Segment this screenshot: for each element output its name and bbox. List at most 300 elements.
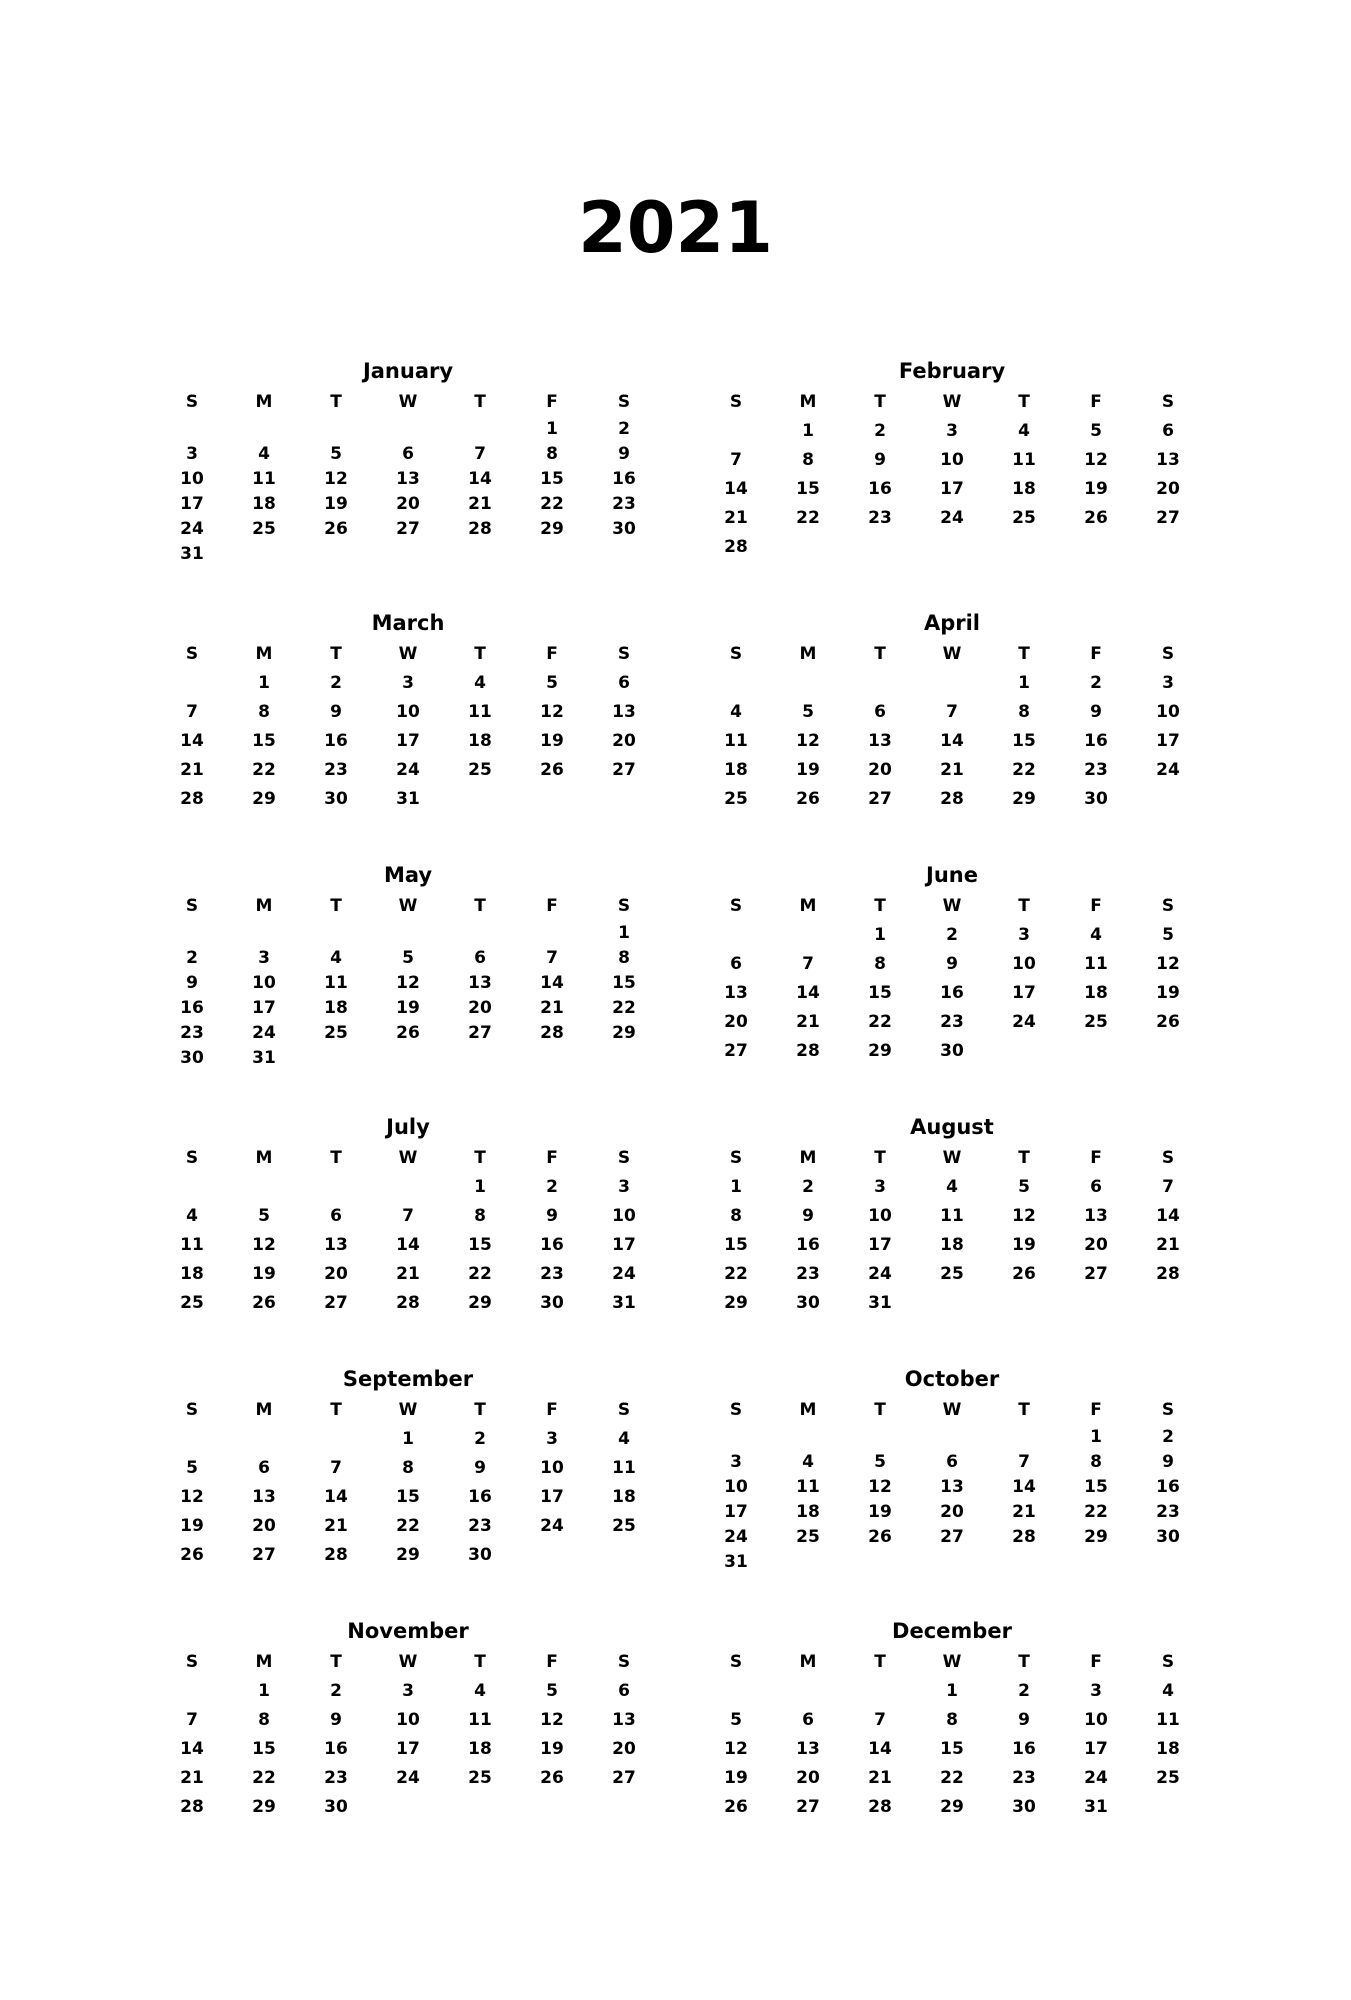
day-cell: 7 [330, 1458, 342, 1478]
empty-cell [300, 921, 372, 946]
day-cell: 21 [540, 998, 564, 1018]
weekday-header: S [1161, 896, 1175, 916]
day-cell: 9 [618, 444, 630, 464]
day-cell: 17 [612, 1235, 636, 1255]
day-cell: 11 [468, 702, 492, 722]
day-cell: 16 [324, 1739, 348, 1759]
day-cell: 8 [802, 450, 814, 470]
weekday-header: F [546, 1148, 558, 1168]
empty-cell [700, 1677, 772, 1706]
day-cell: 12 [540, 702, 564, 722]
day-cell: 28 [180, 789, 204, 809]
weekday-header: W [398, 644, 418, 664]
day-cell: 17 [252, 998, 276, 1018]
month-title: April [923, 611, 981, 635]
month-title: December [892, 1619, 1012, 1643]
day-cell: 21 [1012, 1502, 1036, 1522]
day-cell: 13 [940, 1477, 964, 1497]
day-cell: 25 [940, 1264, 964, 1284]
day-cell: 1 [474, 1177, 486, 1197]
month-title: November [347, 1619, 469, 1643]
day-cell: 11 [724, 731, 748, 751]
month-august [699, 1111, 1205, 1318]
month-title: July [386, 1115, 430, 1139]
day-cell: 24 [724, 1527, 748, 1547]
day-cell: 8 [546, 444, 558, 464]
weekday-header: T [330, 896, 342, 916]
weekday-header: S [617, 1652, 631, 1672]
weekday-header: T [474, 392, 486, 412]
day-cell: 17 [940, 479, 964, 499]
day-cell: 26 [180, 1545, 204, 1565]
day-cell: 20 [796, 1768, 820, 1788]
day-cell: 19 [252, 1264, 276, 1284]
weekday-header: F [1090, 896, 1102, 916]
day-cell: 5 [546, 673, 558, 693]
day-cell: 10 [252, 973, 276, 993]
day-cell: 24 [940, 508, 964, 528]
day-cell: 6 [874, 702, 886, 722]
month-december [699, 1615, 1205, 1822]
day-cell: 14 [940, 731, 964, 751]
day-cell: 20 [1156, 479, 1180, 499]
day-cell: 22 [1012, 760, 1036, 780]
day-cell: 15 [612, 973, 636, 993]
day-cell: 31 [396, 789, 420, 809]
day-cell: 26 [540, 760, 564, 780]
empty-cell [156, 1173, 228, 1202]
day-cell: 13 [324, 1235, 348, 1255]
empty-cell [700, 921, 772, 950]
day-cell: 22 [940, 1768, 964, 1788]
weekday-header: S [729, 1400, 743, 1420]
empty-cell [300, 1173, 372, 1202]
day-cell: 28 [468, 519, 492, 539]
day-cell: 16 [1012, 1739, 1036, 1759]
day-cell: 28 [396, 1293, 420, 1313]
day-cell: 7 [1018, 1452, 1030, 1472]
weekday-header: M [799, 1400, 817, 1420]
day-cell: 21 [180, 760, 204, 780]
day-cell: 4 [1018, 421, 1030, 441]
weekday-header: S [1161, 644, 1175, 664]
weekday-header: T [474, 644, 486, 664]
weekday-header: W [398, 1652, 418, 1672]
day-cell: 5 [330, 444, 342, 464]
weekday-header: F [546, 1652, 558, 1672]
day-cell: 21 [940, 760, 964, 780]
weekday-header: M [799, 392, 817, 412]
weekday-header: T [874, 896, 886, 916]
weekday-header: M [799, 644, 817, 664]
day-cell: 13 [468, 973, 492, 993]
day-cell: 5 [1162, 925, 1174, 945]
day-cell: 1 [874, 925, 886, 945]
day-cell: 3 [1090, 1681, 1102, 1701]
day-cell: 5 [874, 1452, 886, 1472]
day-cell: 27 [612, 1768, 636, 1788]
month-title: January [362, 359, 454, 383]
day-cell: 24 [612, 1264, 636, 1284]
day-cell: 29 [724, 1293, 748, 1313]
day-cell: 18 [324, 998, 348, 1018]
day-cell: 22 [868, 1012, 892, 1032]
weekday-header: M [255, 1652, 273, 1672]
weekday-header: M [255, 1148, 273, 1168]
day-cell: 31 [612, 1293, 636, 1313]
day-cell: 22 [252, 760, 276, 780]
month-title: March [371, 611, 445, 635]
day-cell: 2 [874, 421, 886, 441]
day-cell: 14 [540, 973, 564, 993]
day-cell: 10 [1084, 1710, 1108, 1730]
day-cell: 18 [1156, 1739, 1180, 1759]
day-cell: 14 [868, 1739, 892, 1759]
day-cell: 14 [724, 479, 748, 499]
month-june [699, 859, 1205, 1066]
day-cell: 26 [252, 1293, 276, 1313]
day-cell: 27 [868, 789, 892, 809]
day-cell: 23 [940, 1012, 964, 1032]
day-cell: 25 [796, 1527, 820, 1547]
day-cell: 24 [396, 760, 420, 780]
weekday-header: M [255, 392, 273, 412]
day-cell: 3 [402, 673, 414, 693]
weekday-header: M [799, 1148, 817, 1168]
empty-cell [700, 1425, 772, 1450]
day-grid [700, 1647, 1205, 1822]
day-cell: 28 [540, 1023, 564, 1043]
day-cell: 29 [468, 1293, 492, 1313]
empty-cell [156, 1425, 228, 1454]
weekday-header: S [185, 644, 199, 664]
day-cell: 14 [396, 1235, 420, 1255]
day-cell: 20 [940, 1502, 964, 1522]
day-cell: 27 [1156, 508, 1180, 528]
day-cell: 29 [1084, 1527, 1108, 1547]
weekday-header: T [1018, 1652, 1030, 1672]
day-cell: 3 [258, 948, 270, 968]
empty-cell [300, 1425, 372, 1454]
weekday-header: S [617, 896, 631, 916]
month-title: June [926, 863, 978, 887]
day-cell: 21 [724, 508, 748, 528]
day-cell: 25 [1084, 1012, 1108, 1032]
day-cell: 7 [546, 948, 558, 968]
day-cell: 12 [724, 1739, 748, 1759]
day-cell: 1 [1090, 1427, 1102, 1447]
day-cell: 22 [796, 508, 820, 528]
day-grid [700, 387, 1205, 562]
day-cell: 22 [612, 998, 636, 1018]
day-cell: 11 [1012, 450, 1036, 470]
empty-cell [772, 921, 844, 950]
day-grid [700, 891, 1205, 1066]
day-cell: 1 [258, 673, 270, 693]
weekday-header: F [546, 896, 558, 916]
day-cell: 5 [1090, 421, 1102, 441]
day-cell: 11 [324, 973, 348, 993]
day-cell: 26 [724, 1797, 748, 1817]
weekday-header: T [474, 1148, 486, 1168]
day-cell: 30 [324, 1797, 348, 1817]
day-cell: 2 [618, 419, 630, 439]
weekday-header: T [330, 1148, 342, 1168]
day-cell: 12 [1156, 954, 1180, 974]
weekday-header: T [474, 1652, 486, 1672]
empty-cell [844, 1425, 916, 1450]
day-cell: 25 [468, 1768, 492, 1788]
day-cell: 26 [1012, 1264, 1036, 1284]
weekday-header: F [546, 1400, 558, 1420]
day-cell: 13 [796, 1739, 820, 1759]
weekday-header: W [942, 896, 962, 916]
day-cell: 13 [612, 702, 636, 722]
day-cell: 20 [324, 1264, 348, 1284]
month-october [699, 1363, 1205, 1575]
day-cell: 9 [802, 1206, 814, 1226]
day-cell: 29 [868, 1041, 892, 1061]
day-cell: 15 [468, 1235, 492, 1255]
day-cell: 9 [946, 954, 958, 974]
day-cell: 29 [540, 519, 564, 539]
day-cell: 2 [1090, 673, 1102, 693]
empty-cell [844, 1677, 916, 1706]
weekday-header: T [330, 392, 342, 412]
weekday-header: M [255, 644, 273, 664]
day-cell: 14 [1012, 1477, 1036, 1497]
day-cell: 8 [258, 1710, 270, 1730]
day-cell: 16 [868, 479, 892, 499]
day-cell: 24 [1156, 760, 1180, 780]
day-cell: 12 [324, 469, 348, 489]
empty-cell [228, 417, 300, 442]
day-cell: 26 [796, 789, 820, 809]
day-cell: 19 [180, 1516, 204, 1536]
day-cell: 4 [946, 1177, 958, 1197]
day-cell: 2 [330, 1681, 342, 1701]
day-cell: 17 [1156, 731, 1180, 751]
day-cell: 22 [1084, 1502, 1108, 1522]
day-cell: 20 [396, 494, 420, 514]
day-cell: 22 [396, 1516, 420, 1536]
day-cell: 3 [1162, 673, 1174, 693]
weekday-header: S [1161, 1652, 1175, 1672]
month-september [155, 1363, 661, 1570]
day-cell: 24 [252, 1023, 276, 1043]
weekday-header: S [617, 1400, 631, 1420]
weekday-header: T [1018, 392, 1030, 412]
empty-cell [916, 1425, 988, 1450]
day-cell: 14 [180, 731, 204, 751]
day-cell: 3 [186, 444, 198, 464]
day-cell: 15 [1084, 1477, 1108, 1497]
day-cell: 8 [874, 954, 886, 974]
day-cell: 7 [802, 954, 814, 974]
day-cell: 11 [1084, 954, 1108, 974]
day-cell: 30 [540, 1293, 564, 1313]
day-cell: 6 [618, 673, 630, 693]
day-cell: 9 [1018, 1710, 1030, 1730]
day-cell: 11 [252, 469, 276, 489]
day-grid [700, 1143, 1205, 1318]
day-cell: 23 [468, 1516, 492, 1536]
day-cell: 3 [546, 1429, 558, 1449]
weekday-header: W [942, 1400, 962, 1420]
day-cell: 1 [946, 1681, 958, 1701]
day-cell: 27 [940, 1527, 964, 1547]
day-cell: 22 [252, 1768, 276, 1788]
day-cell: 27 [324, 1293, 348, 1313]
day-cell: 19 [724, 1768, 748, 1788]
day-cell: 7 [186, 702, 198, 722]
day-cell: 6 [730, 954, 742, 974]
month-title: October [904, 1367, 1000, 1391]
day-cell: 1 [618, 923, 630, 943]
day-cell: 9 [186, 973, 198, 993]
day-cell: 24 [180, 519, 204, 539]
empty-cell [372, 921, 444, 946]
weekday-header: M [255, 896, 273, 916]
day-cell: 23 [324, 760, 348, 780]
day-cell: 26 [868, 1527, 892, 1547]
weekday-header: F [1090, 1148, 1102, 1168]
weekday-header: S [185, 392, 199, 412]
day-cell: 27 [468, 1023, 492, 1043]
year-title: 2021 [578, 187, 773, 269]
day-cell: 2 [802, 1177, 814, 1197]
day-cell: 25 [468, 760, 492, 780]
day-cell: 10 [868, 1206, 892, 1226]
weekday-header: W [942, 644, 962, 664]
day-cell: 15 [940, 1739, 964, 1759]
day-cell: 10 [612, 1206, 636, 1226]
day-cell: 31 [180, 544, 204, 564]
day-cell: 27 [1084, 1264, 1108, 1284]
day-cell: 5 [802, 702, 814, 722]
day-cell: 6 [946, 1452, 958, 1472]
day-cell: 10 [396, 1710, 420, 1730]
month-title: May [383, 863, 433, 887]
day-cell: 3 [874, 1177, 886, 1197]
empty-cell [772, 669, 844, 698]
day-cell: 29 [396, 1545, 420, 1565]
weekday-header: S [1161, 1400, 1175, 1420]
weekday-header: T [874, 1148, 886, 1168]
weekday-header: M [255, 1400, 273, 1420]
day-cell: 4 [186, 1206, 198, 1226]
day-cell: 17 [1084, 1739, 1108, 1759]
day-cell: 11 [1156, 1710, 1180, 1730]
day-cell: 14 [324, 1487, 348, 1507]
day-cell: 13 [724, 983, 748, 1003]
day-cell: 18 [612, 1487, 636, 1507]
day-cell: 11 [180, 1235, 204, 1255]
weekday-header: F [1090, 1652, 1102, 1672]
day-cell: 5 [546, 1681, 558, 1701]
day-cell: 14 [180, 1739, 204, 1759]
day-cell: 30 [796, 1293, 820, 1313]
weekday-header: S [185, 1652, 199, 1672]
weekday-header: T [874, 1400, 886, 1420]
day-cell: 2 [1162, 1427, 1174, 1447]
day-grid [156, 1395, 661, 1570]
weekday-header: T [474, 1400, 486, 1420]
day-cell: 27 [612, 760, 636, 780]
day-cell: 26 [324, 519, 348, 539]
day-cell: 8 [946, 1710, 958, 1730]
day-cell: 5 [1018, 1177, 1030, 1197]
day-cell: 15 [868, 983, 892, 1003]
day-cell: 6 [1162, 421, 1174, 441]
day-cell: 17 [180, 494, 204, 514]
day-cell: 27 [796, 1797, 820, 1817]
day-cell: 7 [402, 1206, 414, 1226]
day-cell: 14 [1156, 1206, 1180, 1226]
day-cell: 17 [1012, 983, 1036, 1003]
month-february [699, 355, 1205, 562]
weekday-header: F [546, 644, 558, 664]
day-cell: 9 [330, 1710, 342, 1730]
day-cell: 15 [252, 731, 276, 751]
day-cell: 5 [186, 1458, 198, 1478]
day-cell: 24 [396, 1768, 420, 1788]
day-cell: 10 [1012, 954, 1036, 974]
day-cell: 14 [468, 469, 492, 489]
weekday-header: S [617, 1148, 631, 1168]
empty-cell [372, 417, 444, 442]
day-cell: 22 [724, 1264, 748, 1284]
day-cell: 28 [324, 1545, 348, 1565]
weekday-header: S [729, 896, 743, 916]
day-cell: 8 [618, 948, 630, 968]
day-cell: 3 [946, 421, 958, 441]
weekday-header: S [729, 1148, 743, 1168]
empty-cell [916, 669, 988, 698]
day-cell: 2 [330, 673, 342, 693]
day-cell: 26 [396, 1023, 420, 1043]
day-cell: 21 [324, 1516, 348, 1536]
day-cell: 16 [180, 998, 204, 1018]
day-cell: 24 [868, 1264, 892, 1284]
day-cell: 15 [252, 1739, 276, 1759]
weekday-header: S [185, 896, 199, 916]
day-cell: 20 [612, 731, 636, 751]
day-cell: 6 [330, 1206, 342, 1226]
weekday-header: T [330, 1652, 342, 1672]
day-cell: 31 [252, 1048, 276, 1068]
day-cell: 26 [540, 1768, 564, 1788]
day-cell: 9 [546, 1206, 558, 1226]
day-cell: 24 [1012, 1012, 1036, 1032]
day-cell: 10 [940, 450, 964, 470]
weekday-header: F [1090, 644, 1102, 664]
day-cell: 13 [396, 469, 420, 489]
day-cell: 1 [258, 1681, 270, 1701]
day-cell: 6 [258, 1458, 270, 1478]
empty-cell [372, 1173, 444, 1202]
day-cell: 27 [724, 1041, 748, 1061]
day-cell: 8 [258, 702, 270, 722]
day-cell: 24 [540, 1516, 564, 1536]
day-cell: 23 [324, 1768, 348, 1788]
day-cell: 12 [396, 973, 420, 993]
day-cell: 25 [1012, 508, 1036, 528]
day-cell: 2 [1018, 1681, 1030, 1701]
day-cell: 19 [540, 731, 564, 751]
month-march [155, 607, 661, 814]
empty-cell [772, 1425, 844, 1450]
